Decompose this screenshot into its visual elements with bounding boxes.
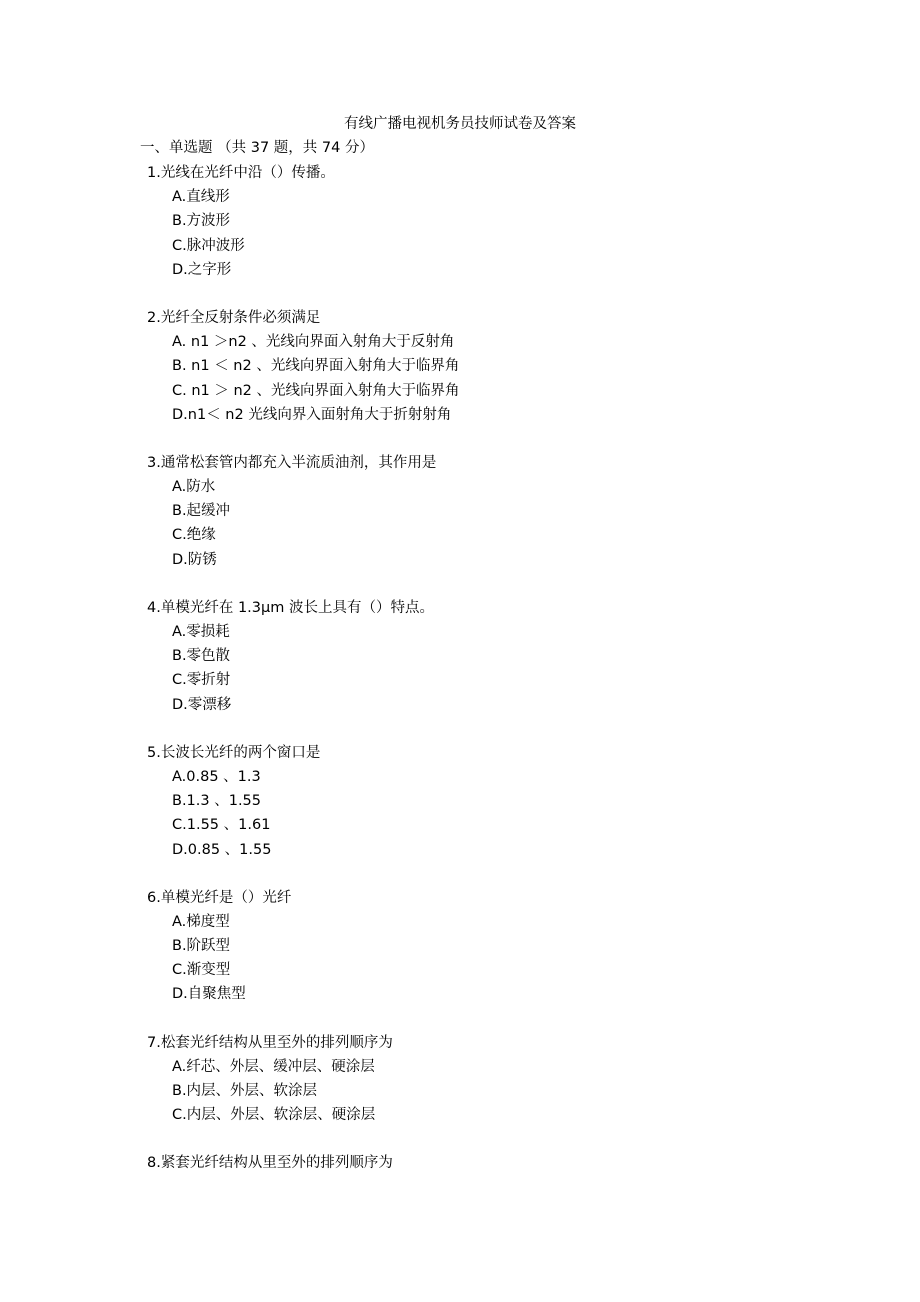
answer-option: D.自聚焦型: [172, 986, 246, 1003]
question-item: [0, 886, 920, 1007]
question-list: [0, 161, 920, 1200]
question-text: 3.通常松套管内都充入半流质油剂，其作用是: [147, 454, 437, 471]
question-text: 5.长波长光纤的两个窗口是: [147, 744, 321, 761]
answer-option: B.1.3 、1.55: [172, 793, 262, 810]
section-heading: 一、单选题 （共 37 题，共 74 分）: [140, 140, 374, 156]
answer-option: D.零漂移: [172, 696, 232, 713]
question-text: 2.光纤全反射条件必须满足: [147, 309, 321, 326]
answer-option: B.阶跃型: [172, 938, 231, 955]
answer-option: C. n1 ＞ n2 、光线向界面入射角大于临界角: [172, 382, 460, 399]
answer-option: D.之字形: [172, 261, 232, 278]
answer-option: C.渐变型: [172, 962, 231, 979]
answer-option: D.0.85 、1.55: [172, 841, 272, 858]
answer-option: C.内层、外层、软涂层、硬涂层: [172, 1107, 376, 1124]
question-text: 4.单模光纤在 1.3μm 波长上具有（）特点。: [147, 599, 434, 616]
answer-option: C.脉冲波形: [172, 237, 245, 254]
question-text: 7.松套光纤结构从里至外的排列顺序为: [147, 1034, 393, 1051]
answer-option: D.n1＜ n2 光线向界入面射角大于折射射角: [172, 406, 452, 423]
question-text: 1.光线在光纤中沿（）传播。: [147, 165, 335, 181]
question-item: [0, 161, 920, 282]
question-item: [0, 451, 920, 572]
answer-option: D.防锈: [172, 551, 217, 568]
answer-option: A.零损耗: [172, 624, 230, 640]
question-item: [0, 306, 920, 427]
question-item: [0, 596, 920, 717]
answer-option: C.1.55 、1.61: [172, 817, 271, 834]
question-item: [0, 1151, 920, 1175]
question-text: 8.紧套光纤结构从里至外的排列顺序为: [147, 1155, 393, 1172]
answer-option: B.起缓冲: [172, 503, 231, 520]
answer-option: A.纤芯、外层、缓冲层、硬涂层: [172, 1058, 375, 1075]
answer-option: C.零折射: [172, 672, 231, 689]
question-text: 6.单模光纤是（）光纤: [147, 889, 292, 906]
document-title: 有线广播电视机务员技师试卷及答案: [344, 116, 576, 132]
answer-option: A.梯度型: [172, 913, 230, 930]
question-item: [0, 1031, 920, 1128]
answer-option: A. n1 ＞n2 、光线向界面入射角大于反射角: [172, 334, 455, 351]
answer-option: A.防水: [172, 479, 216, 496]
answer-option: A.0.85 、1.3: [172, 768, 261, 785]
answer-option: B. n1 ＜ n2 、光线向界面入射角大于临界角: [172, 358, 460, 375]
answer-option: A.直线形: [172, 189, 230, 206]
answer-option: B.零色散: [172, 648, 231, 665]
answer-option: B.方波形: [172, 213, 231, 230]
answer-option: B.内层、外层、软涂层: [172, 1083, 318, 1099]
question-item: [0, 741, 920, 862]
answer-option: C.绝缘: [172, 527, 216, 544]
